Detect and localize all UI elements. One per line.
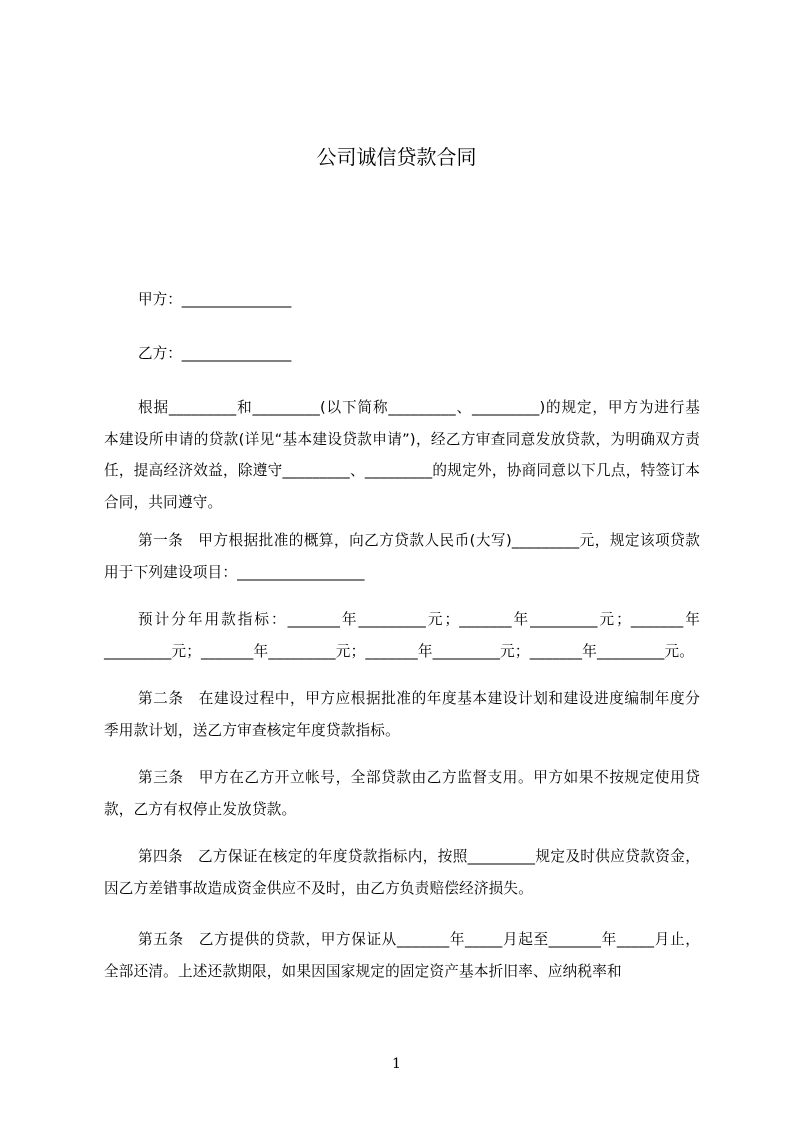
article-4-paragraph: 第四条 乙方保证在核定的年度贷款指标内，按照_________规定及时供应贷款资金，因乙方差错事故造成资金供应不及时，由乙方负责赔偿经济损失。 xyxy=(104,848,700,897)
article-5-paragraph: 第五条 乙方提供的贷款，甲方保证从_______年_____月起至_______年_____月止，全部还清。上述还款期限，如果因国家规定的固定资产基本折旧率、应纳税率和 xyxy=(104,931,700,980)
party-b-line: 乙方：_______________ xyxy=(138,345,292,362)
document-title: 公司诚信贷款合同 xyxy=(316,145,477,169)
annual-indicator-paragraph: 预计分年用款指标：_______年_________元；_______年_________元；_______年_________元；_______年_________元；_______年_________元；_______年_________元。 xyxy=(104,611,700,660)
party-a-line: 甲方：_______________ xyxy=(138,291,292,308)
preamble-paragraph: 根据_________和_________(以下简称_________、_________)的规定，甲方为进行基本建设所申请的贷款(详见“基本建设贷款申请”)，经乙方审查同意发放贷款，为明确双方责任，提高经济效益，除遵守_________、_________的规定外，协商同意以下几点，特签订本合同，共同遵守。 xyxy=(104,399,700,511)
article-3-paragraph: 第三条 甲方在乙方开立帐号，全部贷款由乙方监督支用。甲方如果不按规定使用贷款，乙方有权停止发放贷款。 xyxy=(104,769,700,818)
article-2-paragraph: 第二条 在建设过程中，甲方应根据批准的年度基本建设计划和建设进度编制年度分季用款计划，送乙方审查核定年度贷款指标。 xyxy=(104,690,700,739)
page-number: 1 xyxy=(392,1056,401,1072)
article-1-paragraph: 第一条 甲方根据批准的概算，向乙方贷款人民币(大写)_________元，规定该项贷款用于下列建设项目：_________________ xyxy=(104,532,700,581)
